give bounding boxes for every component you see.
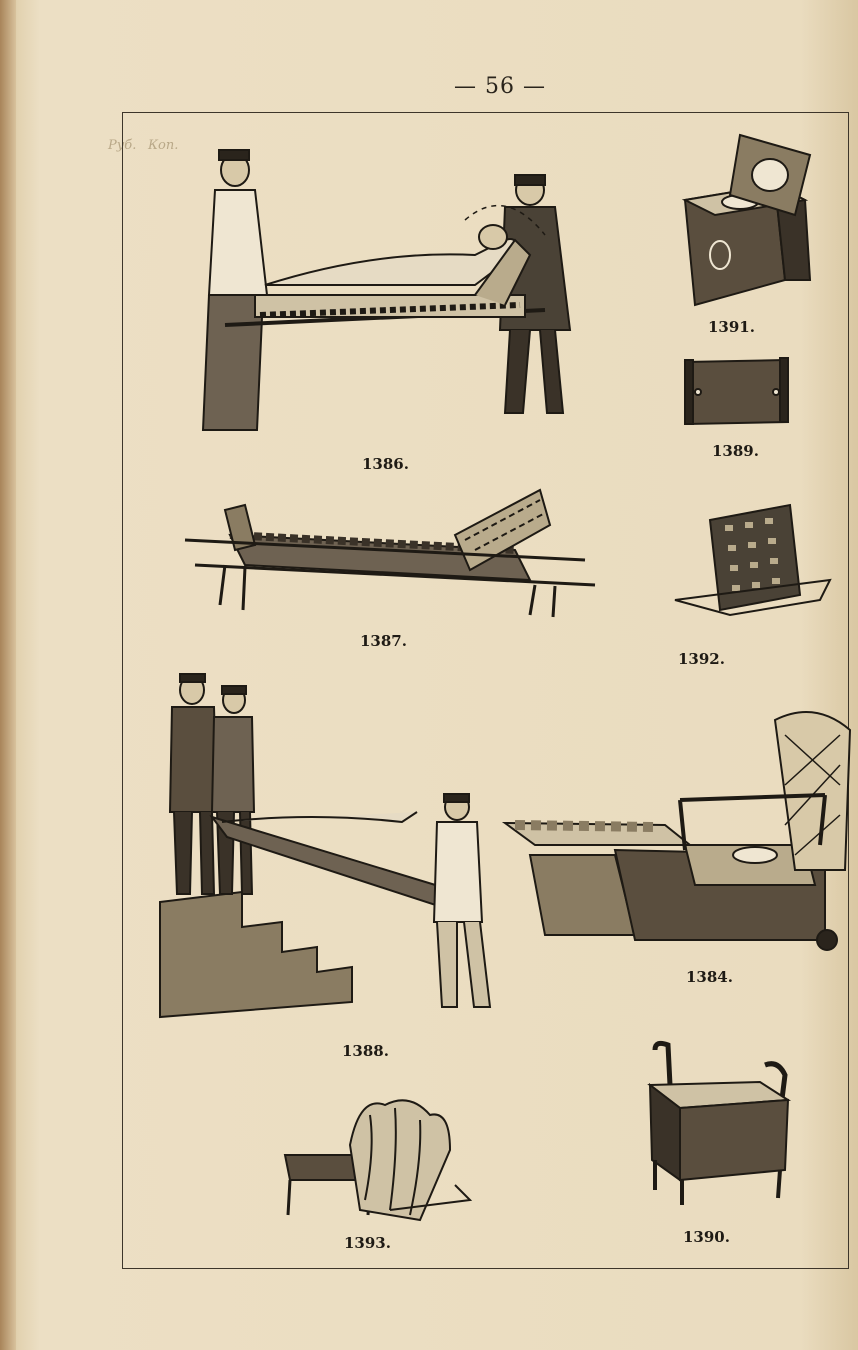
caption-1388: 1388. xyxy=(342,1042,389,1060)
figure-1390-stool-commode xyxy=(640,1040,795,1215)
caption-1390: 1390. xyxy=(683,1228,730,1246)
figure-1389-board xyxy=(680,352,795,432)
figure-1386-stretcher-carriers xyxy=(175,145,595,445)
figure-1392-backrest xyxy=(670,500,835,625)
figure-1391-commode xyxy=(670,130,820,310)
figure-1393-backrest-seat xyxy=(280,1090,475,1225)
book-spine xyxy=(0,0,16,1350)
caption-1392: 1392. xyxy=(678,650,725,668)
figure-1387-stretcher xyxy=(185,485,605,625)
caption-1389: 1389. xyxy=(712,442,759,460)
caption-1386: 1386. xyxy=(362,455,409,473)
page-number: — 56 — xyxy=(454,74,546,99)
header-kop: Коп. xyxy=(148,138,179,153)
caption-1391: 1391. xyxy=(708,318,755,336)
figure-1388-stair-stretcher xyxy=(152,672,512,1032)
caption-1393: 1393. xyxy=(344,1234,391,1252)
header-rub: Руб. xyxy=(108,138,137,153)
figure-1384-reclining-chair xyxy=(505,705,858,960)
caption-1384: 1384. xyxy=(686,968,733,986)
caption-1387: 1387. xyxy=(360,632,407,650)
